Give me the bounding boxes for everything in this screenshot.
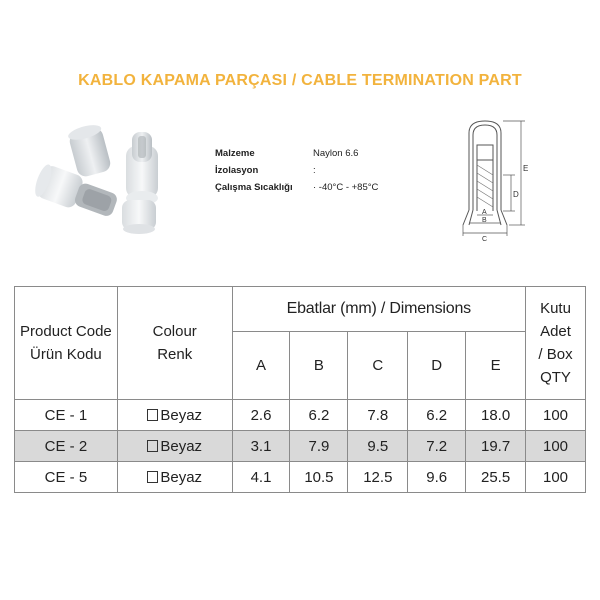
- dim-a: 4.1: [232, 462, 290, 493]
- product-code: CE - 2: [15, 431, 118, 462]
- header-label: / Box: [538, 346, 573, 363]
- spec-value: · -40°C - +85°C: [313, 182, 379, 193]
- header-label: Ürün Kodu: [30, 346, 102, 363]
- dim-a: 2.6: [232, 400, 290, 431]
- header-dim-b: B: [290, 332, 348, 400]
- header-label: Renk: [157, 346, 193, 363]
- checkbox-icon: [147, 471, 158, 483]
- page-title: KABLO KAPAMA PARÇASI / CABLE TERMINATION PART: [78, 72, 522, 89]
- dim-b: 7.9: [290, 431, 348, 462]
- colour-cell: [117, 462, 232, 493]
- dim-label-a: A: [482, 209, 487, 216]
- header-dim-c: C: [348, 332, 408, 400]
- colour-value: Beyaz: [160, 406, 203, 424]
- header-label: Product Code: [20, 322, 112, 340]
- dim-b: 6.2: [290, 400, 348, 431]
- dimension-table: [14, 286, 586, 493]
- dim-label-b: B: [482, 217, 487, 224]
- dim-e: 25.5: [466, 462, 526, 493]
- dim-label-d: D: [513, 190, 519, 199]
- header-dim-a: A: [232, 332, 290, 400]
- dim-d: 6.2: [408, 400, 466, 431]
- dim-d: 9.6: [408, 462, 466, 493]
- box-qty: 100: [526, 400, 586, 431]
- box-qty: 100: [526, 431, 586, 462]
- dim-label-e: E: [523, 164, 529, 173]
- box-qty: 100: [526, 462, 586, 493]
- header-colour: [117, 287, 232, 400]
- table-row: [15, 431, 586, 462]
- header-label: QTY: [540, 369, 571, 387]
- table-row: [15, 400, 586, 431]
- product-code: CE - 1: [15, 400, 118, 431]
- dim-c: 7.8: [348, 400, 408, 431]
- header-label: Colour: [152, 322, 197, 340]
- dim-d: 7.2: [408, 431, 466, 462]
- dimension-drawing: [455, 115, 540, 245]
- header-dim-d: D: [408, 332, 466, 400]
- colour-cell: [117, 431, 232, 462]
- spec-label: Çalışma Sıcaklığı: [215, 182, 293, 193]
- dim-b: 10.5: [290, 462, 348, 493]
- dim-a: 3.1: [232, 431, 290, 462]
- spec-label: Malzeme: [215, 148, 255, 159]
- colour-cell: [117, 400, 232, 431]
- header-dimensions: Ebatlar (mm) / Dimensions: [232, 287, 525, 332]
- dim-e: 18.0: [466, 400, 526, 431]
- spec-value: :: [313, 165, 316, 176]
- dim-c: 12.5: [348, 462, 408, 493]
- table-row: [15, 462, 586, 493]
- product-code: CE - 5: [15, 462, 118, 493]
- dim-e: 19.7: [466, 431, 526, 462]
- header-dim-e: E: [466, 332, 526, 400]
- header-label: Adet: [540, 322, 571, 340]
- header-product-code: [15, 287, 118, 400]
- spec-label: İzolasyon: [215, 165, 259, 176]
- product-photo: [30, 120, 200, 235]
- colour-value: Beyaz: [160, 437, 203, 455]
- header-qty: [526, 287, 586, 400]
- dim-c: 9.5: [348, 431, 408, 462]
- dim-label-c: C: [482, 236, 488, 243]
- spec-value: Naylon 6.6: [313, 148, 359, 159]
- checkbox-icon: [147, 409, 158, 421]
- header-label: Kutu: [540, 299, 571, 317]
- colour-value: Beyaz: [160, 468, 203, 486]
- checkbox-icon: [147, 440, 158, 452]
